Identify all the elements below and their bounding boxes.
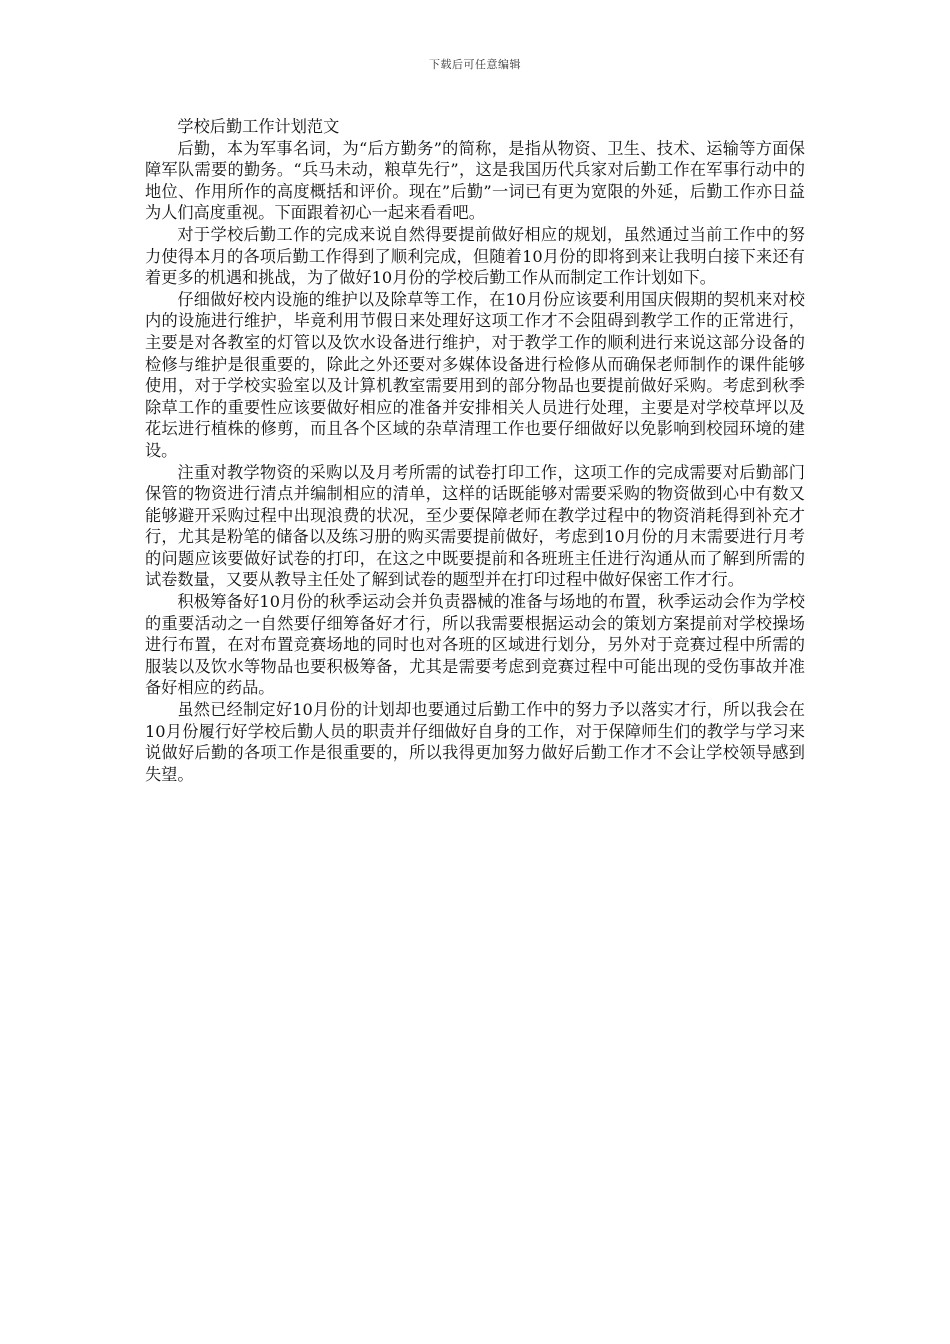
- document-body: [145, 116, 805, 785]
- paragraph: 对于学校后勤工作的完成来说自然得要提前做好相应的规划，虽然通过当前工作中的努力使得本月的各项后勤工作得到了顺利完成，但随着10月份的即将到来让我明白接下来还有着更多的机遇和挑战，为了做好10月份的学校后勤工作从而制定工作计划如下。: [145, 224, 805, 288]
- paragraph: 仔细做好校内设施的维护以及除草等工作，在10月份应该要利用国庆假期的契机来对校内的设施进行维护，毕竟利用节假日来处理好这项工作才不会阻碍到教学工作的正常进行，主要是对各教室的灯管以及饮水设备进行维护，对于教学工作的顺利进行来说这部分设备的检修与维护是很重要的，除此之外还要对多媒体设备进行检修从而确保老师制作的课件能够使用，对于学校实验室以及计算机教室需要用到的部分物品也要提前做好采购。考虑到秋季除草工作的重要性应该要做好相应的准备并安排相关人员进行处理，主要是对学校草坪以及花坛进行植株的修剪，而且各个区域的杂草清理工作也要仔细做好以免影响到校园环境的建设。: [145, 289, 805, 460]
- header-note: 下载后可任意编辑: [429, 58, 521, 71]
- paragraph: 积极筹备好10月份的秋季运动会并负责器械的准备与场地的布置，秋季运动会作为学校的重要活动之一自然要仔细筹备好才行，所以我需要根据运动会的策划方案提前对学校操场进行布置，在对布置竞赛场地的同时也对各班的区域进行划分，另外对于竞赛过程中所需的服装以及饮水等物品也要积极筹备，尤其是需要考虑到竞赛过程中可能出现的受伤事故并准备好相应的药品。: [145, 592, 805, 698]
- paragraph: 注重对教学物资的采购以及月考所需的试卷打印工作，这项工作的完成需要对后勤部门保管的物资进行清点并编制相应的清单，这样的话既能够对需要采购的物资做到心中有数又能够避开采购过程中出现浪费的状况，至少要保障老师在教学过程中的物资消耗得到补充才行，尤其是粉笔的储备以及练习册的购买需要提前做好，考虑到10月份的月末需要进行月考的问题应该要做好试卷的打印，在这之中既要提前和各班班主任进行沟通从而了解到所需的试卷数量，又要从教导主任处了解到试卷的题型并在打印过程中做好保密工作才行。: [145, 462, 805, 590]
- paragraph: 虽然已经制定好10月份的计划却也要通过后勤工作中的努力予以落实才行，所以我会在10月份履行好学校后勤人员的职责并仔细做好自身的工作，对于保障师生们的教学与学习来说做好后勤的各项工作是很重要的，所以我得更加努力做好后勤工作才不会让学校领导感到失望。: [145, 700, 805, 784]
- paragraph: 后勤，本为军事名词，为“后方勤务”的简称，是指从物资、卫生、技术、运输等方面保障军队需要的勤务。“兵马未动，粮草先行”，这是我国历代兵家对后勤工作在军事行动中的地位、作用所作的高度概括和评价。现在”后勤”一词已有更为宽限的外延，后勤工作亦日益为人们高度重视。下面跟着初心一起来看看吧。: [145, 138, 805, 223]
- document-title: 学校后勤工作计划范文: [177, 117, 340, 136]
